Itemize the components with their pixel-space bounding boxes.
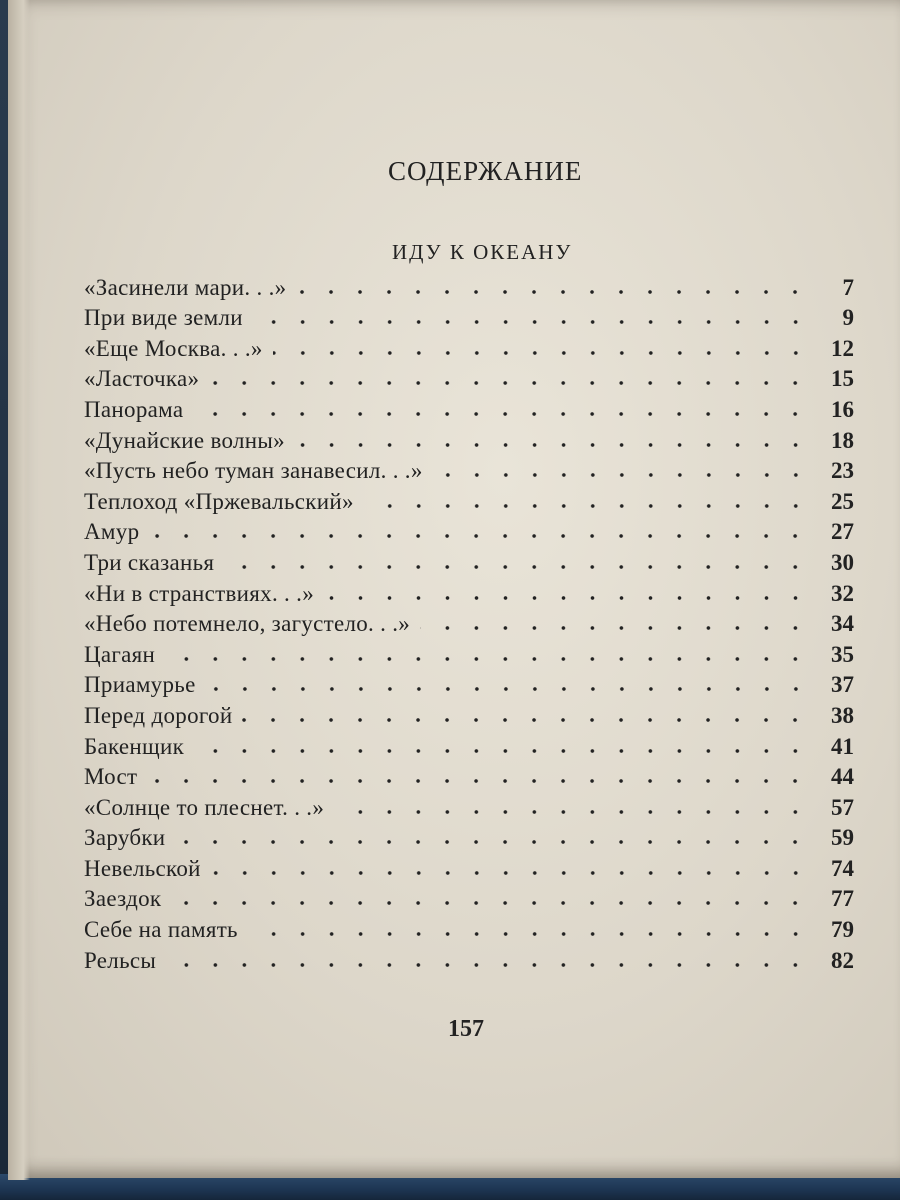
- toc-entry: [84, 576, 854, 607]
- toc-list: [84, 270, 854, 974]
- dot-leader: [364, 503, 810, 509]
- dot-leader: [194, 748, 810, 754]
- dot-leader: [334, 809, 810, 815]
- toc-entry: [84, 882, 854, 913]
- toc-entry-page: 15: [831, 366, 854, 392]
- toc-entry: [84, 790, 854, 821]
- toc-entry-page: 32: [831, 580, 854, 606]
- dot-leader: [171, 900, 810, 906]
- toc-entry-page: 12: [831, 335, 854, 361]
- toc-entry-title: «Солнце то плеснет. . .»: [84, 794, 325, 820]
- dot-leader: [224, 564, 810, 570]
- toc-entry-title: «Ни в странствиях. . .»: [84, 580, 314, 606]
- toc-entry-title: Амур: [84, 519, 140, 545]
- toc-entry: [84, 943, 854, 974]
- toc-entry: [84, 423, 854, 454]
- dot-leader: [147, 778, 810, 784]
- toc-entry-title: Три сказанья: [84, 549, 215, 575]
- dot-leader: [211, 870, 810, 876]
- toc-entry-page: 30: [831, 549, 854, 575]
- toc-entry-page: 74: [831, 855, 854, 881]
- toc-entry-title: Рельсы: [84, 947, 157, 973]
- dot-leader: [166, 962, 810, 968]
- dot-leader: [273, 350, 810, 356]
- toc-entry-title: «Небо потемнело, загустело. . .»: [84, 611, 411, 637]
- toc-entry-page: 77: [831, 886, 854, 912]
- toc-entry-title: Перед дорогой: [84, 702, 233, 728]
- dot-leader: [420, 625, 810, 631]
- toc-entry-title: Приамурье: [84, 672, 196, 698]
- toc-entry-page: 79: [831, 917, 854, 943]
- toc-entry: [84, 912, 854, 943]
- toc-entry: [84, 668, 854, 699]
- toc-entry: [84, 484, 854, 515]
- section-title: ИДУ К ОКЕАНУ: [392, 240, 573, 264]
- toc-entry-page: 41: [831, 733, 854, 759]
- dot-leader: [242, 717, 810, 723]
- toc-entry-title: Теплоход «Пржевальский»: [84, 488, 354, 514]
- toc-entry-title: Невельской: [84, 855, 201, 881]
- toc-entry: [84, 331, 854, 362]
- toc-entry-title: Цагаян: [84, 641, 156, 667]
- dot-leader: [253, 319, 810, 325]
- toc-entry: [84, 454, 854, 485]
- toc-entry: [84, 545, 854, 576]
- toc-entry: [84, 301, 854, 332]
- toc-entry-title: Зарубки: [84, 825, 166, 851]
- toc-entry-page: 25: [831, 488, 854, 514]
- toc-entry: [84, 851, 854, 882]
- toc-entry-page: 37: [831, 672, 854, 698]
- dot-leader: [149, 533, 810, 539]
- contents-heading: СОДЕРЖАНИЕ: [388, 156, 583, 186]
- toc-entry-page: 34: [831, 611, 854, 637]
- toc-entry: [84, 821, 854, 852]
- toc-entry: [84, 515, 854, 546]
- spine-shadow: [8, 0, 30, 1180]
- toc-entry-page: 16: [831, 396, 854, 422]
- toc-entry-title: При виде земли: [84, 305, 243, 331]
- book-page: [8, 0, 900, 1178]
- toc-entry-title: «Дунайские волны»: [84, 427, 285, 453]
- toc-entry: [84, 729, 854, 760]
- toc-entry-title: Панорама: [84, 396, 184, 422]
- toc-entry-title: Мост: [84, 764, 138, 790]
- toc-entry-title: Бакенщик: [84, 733, 185, 759]
- toc-entry-page: 23: [831, 458, 854, 484]
- page-number: 157: [448, 1016, 484, 1042]
- toc-entry-page: 44: [831, 764, 854, 790]
- toc-entry-title: «Засинели мари. . .»: [84, 274, 287, 300]
- dot-leader: [193, 411, 810, 417]
- toc-entry-title: «Ласточка»: [84, 366, 200, 392]
- toc-entry: [84, 270, 854, 301]
- dot-leader: [324, 595, 810, 601]
- toc-entry: [84, 637, 854, 668]
- dot-leader: [248, 931, 810, 937]
- dot-leader: [433, 472, 810, 478]
- toc-entry-page: 9: [842, 305, 854, 331]
- toc-entry-title: «Пусть небо туман занавесил. . .»: [84, 458, 423, 484]
- dot-leader: [175, 839, 810, 845]
- dot-leader: [209, 380, 810, 386]
- toc-entry-page: 59: [831, 825, 854, 851]
- toc-entry-page: 7: [842, 274, 854, 300]
- toc-entry-page: 57: [831, 794, 854, 820]
- toc-entry-page: 35: [831, 641, 854, 667]
- toc-entry-page: 38: [831, 702, 854, 728]
- toc-entry: [84, 607, 854, 638]
- toc-entry: [84, 392, 854, 423]
- toc-entry-title: «Еще Москва. . .»: [84, 335, 263, 361]
- dot-leader: [165, 656, 810, 662]
- toc-entry-page: 27: [831, 519, 854, 545]
- toc-entry-title: Себе на память: [84, 917, 238, 943]
- dot-leader: [206, 686, 810, 692]
- toc-entry: [84, 760, 854, 791]
- toc-entry: [84, 698, 854, 729]
- dot-leader: [295, 442, 810, 448]
- toc-entry-page: 18: [831, 427, 854, 453]
- dot-leader: [296, 289, 810, 295]
- toc-entry-title: Заездок: [84, 886, 162, 912]
- toc-entry: [84, 362, 854, 393]
- toc-entry-page: 82: [831, 947, 854, 973]
